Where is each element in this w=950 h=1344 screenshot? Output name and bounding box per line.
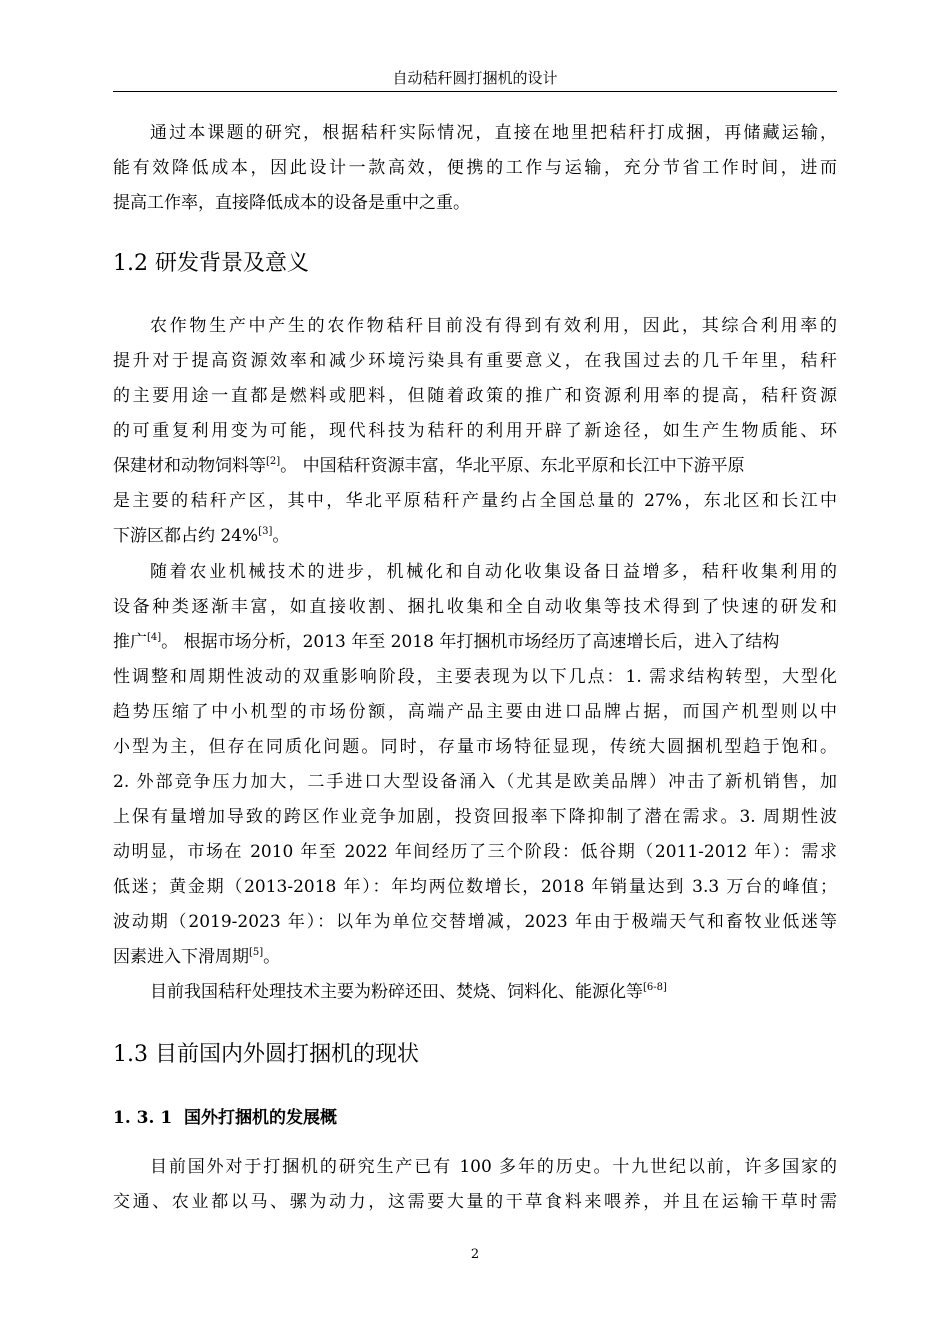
paragraph-line: 波动期（2019-2023 年）：以年为单位交替增减，2023 年由于极端天气和畜牧业低迷等 (113, 912, 837, 932)
paragraph-line: 动明显，市场在 2010 年至 2022 年间经历了三个阶段：低谷期（2011-2012 年）：需求 (113, 842, 837, 862)
subsection-number: 1. 3. 1 (113, 1108, 173, 1128)
paragraph-line (113, 524, 837, 548)
text-run: 。 中国秸秆资源丰富，华北平原、东北平原和长江中下游平原 (280, 456, 745, 476)
text-run: 。 (263, 947, 281, 967)
text-run: 。 根据市场分析，2013 年至 2018 年打捆机市场经历了高速增长后，进入了结构 (161, 632, 780, 652)
text-run: 。 (272, 526, 290, 546)
paragraph-line: 趋势压缩了中小机型的市场份额，高端产品主要由进口品牌占据，而国产机型则以中 (113, 702, 837, 722)
running-header: 自动秸秆圆打捆机的设计 (392, 69, 558, 87)
paragraph-line: 通过本课题的研究，根据秸秆实际情况，直接在地里把秸秆打成捆，再储藏运输， (150, 123, 837, 143)
paragraph-line: 随着农业机械技术的进步，机械化和自动化收集设备日益增多，秸秆收集利用的 (150, 562, 837, 582)
paragraph-line (150, 980, 837, 1004)
citation-ref[interactable]: [5] (249, 947, 264, 958)
paragraph-line: 交通、农业都以马、骡为动力，这需要大量的干草食料来喂养，并且在运输干草时需 (113, 1192, 837, 1212)
text-run: 因素进入下滑周期 (113, 947, 249, 967)
text-run: 推广 (113, 632, 147, 652)
paragraph-line: 能有效降低成本，因此设计一款高效，便携的工作与运输，充分节省工作时间，进而 (113, 158, 837, 178)
paragraph-line: 是主要的秸秆产区，其中，华北平原秸秆产量约占全国总量的 27%，东北区和长江中 (113, 491, 837, 511)
citation-ref[interactable]: [6-8] (643, 982, 667, 993)
paragraph-line: 提高工作率，直接降低成本的设备是重中之重。 (113, 193, 470, 213)
text-run: 下游区都占约 24% (113, 526, 259, 546)
text-run: 保建材和动物饲料等 (113, 456, 266, 476)
paragraph-line: 上保有量增加导致的跨区作业竞争加剧，投资回报率下降抑制了潜在需求。3. 周期性波 (113, 807, 837, 827)
paragraph-line: 的可重复利用变为可能，现代科技为秸秆的利用开辟了新途径，如生产生物质能、环 (113, 421, 837, 441)
paragraph-line: 2. 外部竞争压力加大，二手进口大型设备涌入（尤其是欧美品牌）冲击了新机销售，加 (113, 772, 837, 792)
subsection-heading-1-3-1 (113, 1106, 337, 1130)
text-run: 目前我国秸秆处理技术主要为粉碎还田、焚烧、饲料化、能源化等 (150, 982, 643, 1002)
paragraph-line: 提升对于提高资源效率和减少环境污染具有重要意义，在我国过去的几千年里，秸秆 (113, 351, 837, 371)
citation-ref[interactable]: [3] (258, 526, 273, 537)
section-heading-1-3: 1.3 目前国内外圆打捆机的现状 (113, 1042, 419, 1067)
header-rule (113, 91, 837, 92)
paragraph-line: 小型为主，但存在同质化问题。同时，存量市场特征显现，传统大圆捆机型趋于饱和。 (113, 737, 837, 757)
paragraph-line (113, 630, 837, 654)
paragraph-line: 设备种类逐渐丰富，如直接收割、捆扎收集和全自动收集等技术得到了快速的研发和 (113, 597, 837, 617)
paragraph-line (113, 454, 837, 478)
paragraph-line (113, 945, 837, 969)
paragraph-line: 性调整和周期性波动的双重影响阶段，主要表现为以下几点：1. 需求结构转型，大型化 (113, 667, 837, 687)
section-heading-1-2: 1.2 研发背景及意义 (113, 251, 309, 276)
paragraph-line: 目前国外对于打捆机的研究生产已有 100 多年的历史。十九世纪以前，许多国家的 (150, 1157, 837, 1177)
paragraph-line: 低迷；黄金期（2013-2018 年）：年均两位数增长，2018 年销量达到 3.3 万台的峰值； (113, 877, 837, 897)
citation-ref[interactable]: [4] (147, 632, 162, 643)
page-number: 2 (470, 1247, 480, 1262)
subsection-title: 国外打捆机的发展概 (184, 1108, 338, 1128)
citation-ref[interactable]: [2] (266, 456, 281, 467)
paragraph-line: 农作物生产中产生的农作物秸秆目前没有得到有效利用，因此，其综合利用率的 (150, 316, 837, 336)
paragraph-line: 的主要用途一直都是燃料或肥料，但随着政策的推广和资源利用率的提高，秸秆资源 (113, 386, 837, 406)
